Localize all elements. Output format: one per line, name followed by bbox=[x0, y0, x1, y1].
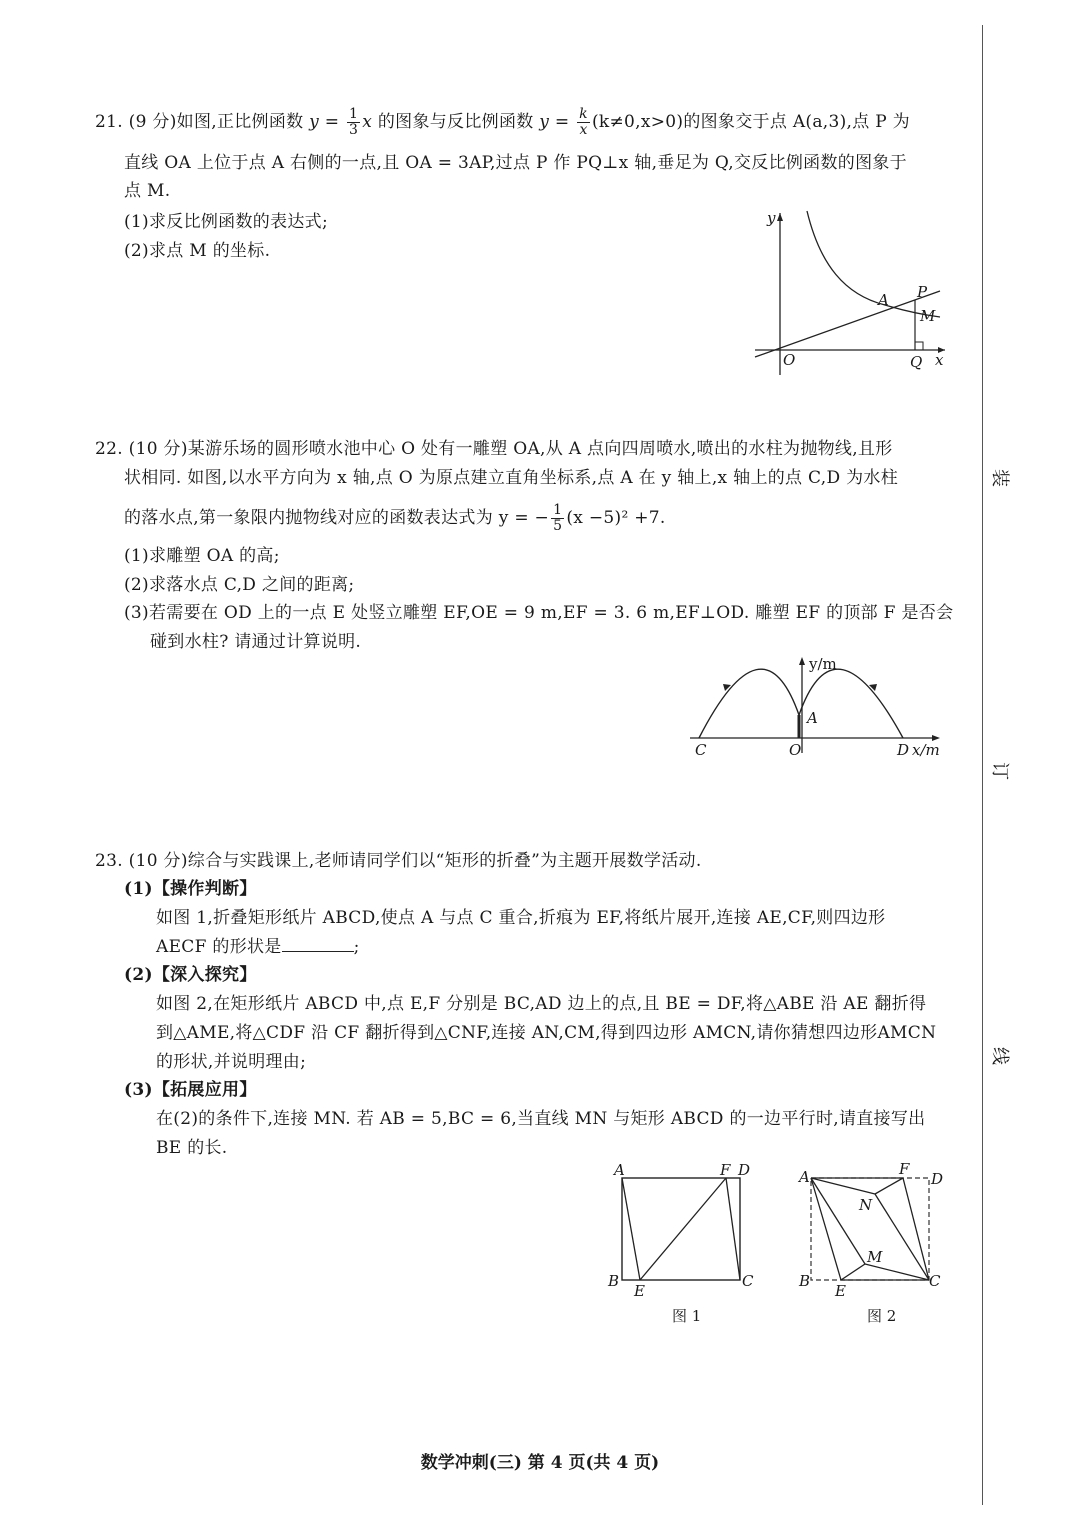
segment-AE bbox=[622, 1178, 640, 1280]
q22-text-3b: (x −5)² +7. bbox=[566, 508, 666, 528]
q23-score: (10 分) bbox=[128, 851, 188, 871]
segment-EF bbox=[640, 1178, 726, 1280]
q21-formula-x: x bbox=[362, 112, 373, 132]
frac-num: 1 bbox=[349, 106, 359, 122]
segment-FC bbox=[903, 1178, 929, 1280]
q23-figure-1 bbox=[600, 1158, 765, 1328]
q23-number: 23. bbox=[95, 851, 123, 871]
q23-part1-end: ; bbox=[353, 937, 360, 957]
q22-sub-3-line-2: 碰到水柱? 请通过计算说明. bbox=[150, 632, 362, 652]
q22-text: 某游乐场的圆形喷水池中心 O 处有一雕塑 OA,从 A 点向四周喷水,喷出的水柱为抛物线,且形 bbox=[187, 439, 893, 459]
label-D: D bbox=[738, 1161, 751, 1179]
page-footer: 数学冲刺(三) 第 4 页(共 4 页) bbox=[420, 1453, 660, 1473]
q23-part2-line-2: 到△AME,将△CDF 沿 CF 翻折得到△CNF,连接 AN,CM,得到四边形 AMCN,请你猜想四边形AMCN bbox=[156, 1023, 937, 1043]
rectangle-ABCD bbox=[622, 1178, 740, 1280]
q23-part3-line-2: BE 的长. bbox=[156, 1138, 228, 1158]
q22-text-3a: 的落水点,第一象限内抛物线对应的函数表达式为 y = − bbox=[124, 508, 550, 528]
hyperbola-curve bbox=[807, 211, 940, 317]
q23-part1-title: (1)【操作判断】 bbox=[124, 879, 257, 899]
left-water-parabola bbox=[699, 669, 799, 738]
q21-number: 21. bbox=[95, 112, 123, 132]
label-D: D bbox=[897, 741, 910, 759]
label-E: E bbox=[835, 1282, 846, 1300]
y-axis-arrow bbox=[799, 657, 805, 665]
q23-part3-title: (3)【拓展应用】 bbox=[124, 1080, 257, 1100]
q22-line-2: 状相同. 如图,以水平方向为 x 轴,点 O 为原点建立直角坐标系,点 A 在 y 轴上,x 轴上的点 C,D 为水柱 bbox=[124, 468, 898, 488]
label-A: A bbox=[878, 291, 889, 309]
q21-sub-2: (2)求点 M 的坐标. bbox=[124, 241, 271, 261]
q22-sub-2: (2)求落水点 C,D 之间的距离; bbox=[124, 575, 355, 595]
frac-den: x bbox=[577, 122, 590, 138]
label-N: N bbox=[859, 1196, 873, 1214]
label-A: A bbox=[799, 1168, 810, 1186]
segment-NC bbox=[875, 1194, 929, 1280]
q23-part2-title: (2)【深入探究】 bbox=[124, 965, 257, 985]
segment-AE bbox=[811, 1178, 841, 1280]
right-angle-mark bbox=[915, 342, 923, 350]
q23-part1-line-1: 如图 1,折叠矩形纸片 ABCD,使点 A 与点 C 重合,折痕为 EF,将纸片展开,连接 AE,CF,则四边形 bbox=[156, 908, 886, 928]
y-axis-arrow bbox=[777, 213, 783, 221]
q21-formula-y2: y = bbox=[539, 112, 570, 132]
q21-line-3: 点 M. bbox=[124, 181, 171, 201]
segment-FC bbox=[726, 1178, 740, 1280]
q23-intro: 综合与实践课上,老师请同学们以“矩形的折叠”为主题开展数学活动. bbox=[187, 851, 702, 871]
q21-figure bbox=[745, 205, 955, 380]
q21-line-1 bbox=[95, 107, 910, 138]
label-F: F bbox=[720, 1161, 731, 1179]
frac-den: 3 bbox=[349, 122, 359, 138]
q22-line-1 bbox=[95, 436, 893, 462]
q21-fraction-1-3 bbox=[347, 107, 360, 138]
frac-num: 1 bbox=[553, 502, 563, 518]
label-O: O bbox=[783, 351, 796, 369]
q22-score: (10 分) bbox=[128, 439, 188, 459]
label-M: M bbox=[867, 1248, 883, 1266]
label-F: F bbox=[899, 1160, 910, 1178]
margin-char-xian: 线 bbox=[989, 1047, 1010, 1065]
q21-sub-1: (1)求反比例函数的表达式; bbox=[124, 212, 329, 232]
line-OA bbox=[755, 291, 940, 357]
q22-sub-3-line-1: (3)若需要在 OD 上的一点 E 处竖立雕塑 EF,OE = 9 m,EF = 3. 6 m,EF⊥OD. 雕塑 EF 的顶部 F 是否会 bbox=[124, 603, 954, 623]
q23-part2-line-3: 的形状,并说明理由; bbox=[156, 1052, 307, 1072]
q22-sub-1: (1)求雕塑 OA 的高; bbox=[124, 546, 280, 566]
q21-line-2: 直线 OA 上位于点 A 右侧的一点,且 OA = 3AP,过点 P 作 PQ⊥x 轴,垂足为 Q,交反比例函数的图象于 bbox=[124, 153, 907, 173]
right-flow-arrow bbox=[869, 684, 877, 691]
q23-part1-line-2 bbox=[156, 933, 360, 960]
margin-char-zhuang: 装 bbox=[989, 469, 1010, 487]
label-x: x bbox=[935, 351, 944, 369]
q23-figure-2 bbox=[795, 1158, 955, 1328]
label-M: M bbox=[920, 307, 936, 325]
q22-figure bbox=[685, 653, 950, 768]
q23-line-1 bbox=[95, 848, 702, 874]
label-C: C bbox=[695, 741, 707, 759]
q21-formula-y: y = bbox=[309, 112, 340, 132]
segment-ME bbox=[841, 1264, 865, 1280]
frac-den: 5 bbox=[553, 518, 563, 534]
q23-part1-text: AECF 的形状是 bbox=[156, 937, 282, 957]
segment-NF bbox=[875, 1178, 903, 1194]
label-y-unit: y/m bbox=[809, 655, 837, 673]
segment-AN bbox=[811, 1178, 875, 1194]
segment-AM bbox=[811, 1178, 865, 1264]
binding-margin-line bbox=[982, 25, 983, 1505]
label-C: C bbox=[929, 1272, 941, 1290]
segment-MC bbox=[865, 1264, 929, 1280]
label-y: y bbox=[767, 209, 776, 227]
q22-number: 22. bbox=[95, 439, 123, 459]
label-B: B bbox=[799, 1272, 811, 1290]
label-C: C bbox=[742, 1272, 754, 1290]
margin-char-ding: 订 bbox=[989, 762, 1010, 780]
label-B: B bbox=[608, 1272, 620, 1290]
frac-num: k bbox=[579, 106, 588, 122]
label-Q: Q bbox=[910, 353, 923, 371]
label-E: E bbox=[634, 1282, 645, 1300]
right-water-parabola bbox=[799, 669, 903, 738]
q23-part2-line-1: 如图 2,在矩形纸片 ABCD 中,点 E,F 分别是 BC,AD 边上的点,且 BE = DF,将△ABE 沿 AE 翻折得 bbox=[156, 994, 927, 1014]
q23-part3-line-1: 在(2)的条件下,连接 MN. 若 AB = 5,BC = 6,当直线 MN 与矩形 ABCD 的一边平行时,请直接写出 bbox=[156, 1109, 926, 1129]
label-x-unit: x/m bbox=[912, 741, 940, 759]
label-P: P bbox=[917, 283, 928, 301]
q21-text-2: 的图象与反比例函数 bbox=[372, 112, 534, 132]
q21-score: (9 分) bbox=[128, 112, 177, 132]
q21-fraction-k-x bbox=[577, 107, 590, 138]
figure-1-caption: 图 1 bbox=[672, 1307, 702, 1325]
q21-text-3: (k≠0,x>0)的图象交于点 A(a,3),点 P 为 bbox=[591, 112, 910, 132]
q21-text: 如图,正比例函数 bbox=[176, 112, 304, 132]
label-D: D bbox=[931, 1170, 944, 1188]
label-A: A bbox=[807, 709, 818, 727]
answer-blank bbox=[282, 933, 354, 952]
figure-2-caption: 图 2 bbox=[867, 1307, 897, 1325]
q22-fraction-1-5 bbox=[551, 503, 564, 534]
label-A: A bbox=[614, 1161, 625, 1179]
label-O: O bbox=[789, 741, 802, 759]
q22-line-3 bbox=[124, 503, 666, 534]
